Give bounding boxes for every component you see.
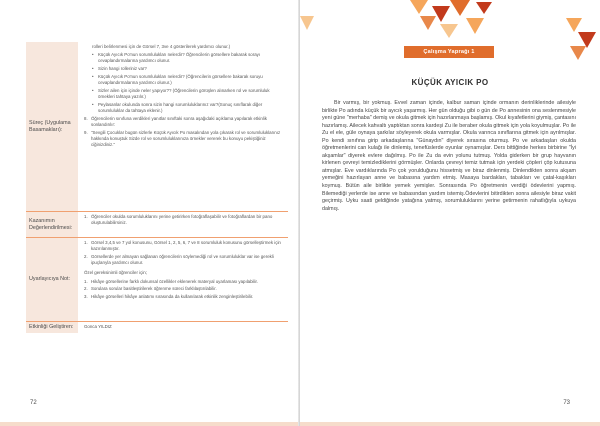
- step-text: "Sevgili Çocuklar bugün sizlerle Küçük Ayıcık Po masalından yola çıkarak rol ve sorumluluklarınız hakkında konuştuk Sizde rol ve sorumluluklarınıza örnekler vererek bu konuyu pekiştiğiniz ciğinizdiniz.": [91, 129, 281, 147]
- adapter-note-step: [84, 240, 284, 252]
- story-text: Bir varmış, bir yokmuş. Evvel zaman içinde, kalbur saman içinde ormanın derinliklerinde ailesiyle birlikte Po adında küçük bir ayıcık yaşarmış. Her gün olduğu gibi o gün de Po annesinin ona seslenmesiyle yeni güne "merhaba" demiş ve okula gitmek için hazırlanmaya başlamış. Okul kıyafetlerini giymiş, çantasını hazırlamış. Ailecek kahvaltı yaptıktan sonra kardeşi Zu ile beraber okula gitmek için yola koyulmuşlar. Po ile Zu el ele, güle oynaya şarkılar söyleyerek okula varmışlar. Okula varınca sınıflarına gitmek için ayrılmışlar. Po kendi sınıfına girip arkadaşlarına "Günaydın" diyerek sırasına oturmuş. Po ve arkadaşları okulda öğretmenlerini can kulağı ile dinlemiş, tenefüslerde oyunlar oynamışlar. Ders bittiğinde herkes birbirine "İyi akşamlar" diyerek evlere dağılmış. Po ile Zu da evin yolunu tutmuş. Yolda giderken bir grup hayvanın kirlenen çevreyi temizlediklerini görmüşler. Onlarda çevreyi temiz tutmak için yerdeki çöpleri çöp kutusuna atmışlar. Eve vardıklarında Po çok yorulduğunu hissetmiş ve biraz dinlenmiş. Dinlendikten sonra akşam yemeğini hazırlayan anne ve babasına yardım etmiş. Masaya bardakları, tabakları ve çatal-kaşıkları koymuş. Bütün aile birlikte yemek yemişler. Sonrasında Po öğretmenin verdiği ödevlerini yapmış. Bilemediği yerlerde ise anne ve babasından yardım istemiş.Ödevlerini bitirdikten sonra ailesiyle biraz vakit geçirmiş. Uyku saati geldiğinde yatağına yatmış, sorumluluklarını yerine getirmenin rahatlığıyla uykuya dalmış.: [322, 100, 576, 212]
- step-number: 8.: [84, 115, 88, 121]
- step-number: 1.: [84, 240, 88, 245]
- step-number: 2.: [84, 254, 88, 259]
- step-text: Hikâye görselleri hikâye anlatımı sırasında da kullanılarak etkinlik zenginleştirilebilir.: [91, 294, 254, 300]
- special-needs-step: [84, 294, 284, 300]
- developer-label: Etkinliği Geliştiren:: [26, 322, 78, 333]
- activity-table: [26, 42, 288, 333]
- left-edge-triangle-decoration: [300, 12, 320, 42]
- page-number-right: 73: [563, 400, 570, 406]
- process-steps: [84, 116, 284, 149]
- step-number: 1.: [84, 278, 88, 284]
- adapter-note-label: Uyarlayıcıya Not:: [26, 238, 78, 321]
- process-step: [84, 130, 284, 149]
- process-bullet: • Sizler ailen için içinde neler yapıyor?? (Öğrencilerin görüşlen alınarken rol ve sorumluluk örnekleri tahtaya yazılır.): [92, 88, 284, 100]
- adapter-note-step: [84, 254, 284, 266]
- step-number: 2.: [84, 286, 88, 292]
- process-bullet: • Peylasanlar okulunda sonra sizin hangi sorumluluklarınız var?(Sonuç sınıflarak diğer sorumluluklar da tahtaya eklenir.): [92, 102, 284, 114]
- process-label: Süreç (Uygulama Basamakları):: [26, 42, 78, 211]
- worksheet-badge: Çalışma Yaprağı 1: [404, 46, 494, 58]
- top-triangle-decoration: [380, 0, 520, 40]
- corner-triangle-decoration: [562, 18, 600, 66]
- step-text: Görsellerde yer almayan sağlanan öğrencilerin söylemediği rol ve sorumluluklar var ise gerekli ipuçlarıyla yardımcı olunur.: [91, 254, 274, 266]
- special-needs-step: [84, 286, 284, 292]
- bottom-band-decoration: [300, 420, 600, 426]
- step-text: Hikâye görsellerine farklı dokunsal özellikler eklenerek materyal uyarlaması yapılabilir.: [91, 278, 258, 284]
- process-step: [84, 116, 284, 128]
- process-bullet: • Küçük Ayıcık Po'nun sorumlulukları nelerdir? Öğrencilerin görsellere bakarak sorayı cevaplandırmalarına yardımcı olunur.: [92, 52, 284, 64]
- story-title: KÜÇÜK AYICIK PO: [411, 78, 489, 87]
- developer-name: Gonca YILDIZ: [84, 324, 112, 330]
- bottom-band-decoration: [0, 420, 300, 426]
- adapter-note-steps: [84, 240, 284, 266]
- step-number: 3.: [84, 294, 88, 300]
- page-number-left: 72: [30, 400, 37, 406]
- right-page: [300, 0, 600, 426]
- step-number: 9.: [84, 129, 88, 135]
- process-bullet: • Sizin hangi rolleriniz var?: [92, 66, 284, 72]
- adapter-note-row: [26, 238, 288, 322]
- evaluation-content: [78, 212, 288, 237]
- step-text: Sorulara sorular basitleştirilerek öğrenme süreci farklılaştırılabilir.: [91, 286, 217, 292]
- step-text: Öğrencilerin sınıfuna verdikleri yanıtlar sınıftaki sonra aşağıdaki açıklama yapılarak etkinlik sonlandırılır:: [91, 115, 267, 127]
- evaluation-row: [26, 212, 288, 238]
- process-content: [78, 42, 288, 211]
- step-text: Görsel 3,4,5 ve 7 yol konusunu, Görsel 1, 2, 5, 6, 7 ve 8 sorumluluk konusunu görselleştirmek için kazırılanmıştır.: [91, 240, 281, 252]
- evaluation-steps: [84, 214, 284, 226]
- step-number: 1.: [84, 214, 88, 219]
- evaluation-step: [84, 214, 284, 226]
- process-bullet-list: [84, 52, 284, 114]
- process-intro: rolleri belirlenmesi için de Görsel 7, 3ve 4 gösterilerek yardımcı olunur.): [92, 44, 231, 49]
- process-bullet: • Küçük Ayıcık Po'nun sorumlulukları nelerdir? (Öğrencilerin görsellere bakarak soruyu cevaplandırmalarına yardımcı olunur.): [92, 74, 284, 86]
- developer-row: [26, 322, 288, 333]
- process-row: [26, 42, 288, 212]
- special-needs-title: Özel gereksinimli öğrenciler için;: [84, 270, 147, 276]
- step-text: Öğrenciler okulda sorumluluklarını yerine getirirken fotoğraflaşabilir ve fotoğraflardan bir pano oluşturulabilirsiniz.: [91, 214, 273, 226]
- adapter-note-content: [78, 238, 288, 321]
- special-needs-step: [84, 279, 284, 285]
- evaluation-label: Kazanımın Değerlendirilmesi:: [26, 212, 78, 237]
- special-needs-steps: [84, 279, 284, 301]
